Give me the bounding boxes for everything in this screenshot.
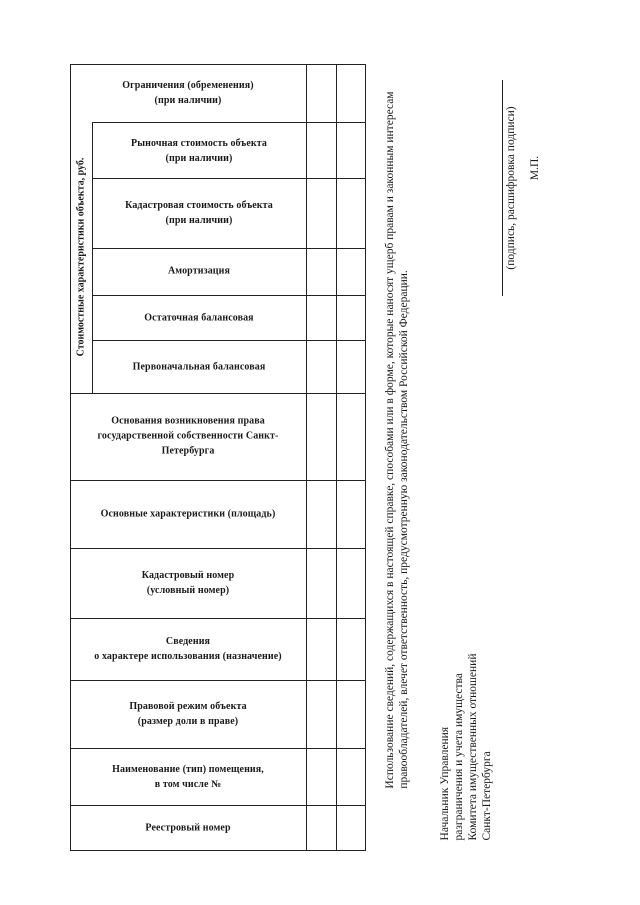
header-premises-name: Наименование (тип) помещения, в том числе №	[112, 764, 264, 790]
row-border	[70, 680, 365, 681]
header-ownership-grounds: Основания возникновения права государственной собственности Санкт- Петербурга	[97, 415, 279, 457]
signatory-line-1: Начальник Управления	[439, 726, 451, 841]
signatory-block	[438, 654, 494, 841]
table-border-right	[365, 64, 366, 851]
header-residual-balance: Остаточная балансовая	[144, 312, 254, 324]
header-usage-info: Сведения о характере использования (назначение)	[94, 636, 282, 662]
row-border	[70, 805, 365, 806]
header-cadastral-value: Кадастровая стоимость объекта (при наличии)	[125, 200, 273, 226]
signatory-line-3: Комитета имущественных отношений	[467, 653, 479, 841]
table-border-top	[70, 64, 365, 65]
row-border	[92, 340, 365, 341]
row-border	[70, 618, 365, 619]
usage-notice-line-2: правообладателей, влечет ответственность, предусмотренную законодательством Российской Федерации.	[398, 270, 410, 789]
stamp-label: М.П.	[529, 155, 541, 181]
header-restrictions: Ограничения (обременения) (при наличии)	[122, 80, 254, 106]
header-market-value: Рыночная стоимость объекта (при наличии)	[131, 138, 267, 164]
row-border	[70, 393, 365, 394]
signature-line	[502, 80, 503, 296]
usage-notice-line-1: Использование сведений, содержащихся в настоящей справке, способами или в форме, которые наносят ущерб правам и законным интересам	[384, 91, 396, 789]
row-border	[70, 480, 365, 481]
header-legal-regime: Правовой режим объекта (размер доли в праве)	[129, 701, 247, 727]
row-border	[92, 122, 365, 123]
signatory-line-2: разграничения и учета имущества	[453, 673, 465, 841]
usage-notice	[383, 91, 411, 788]
row-border	[92, 248, 365, 249]
signatory-line-4: Санкт-Петербурга	[481, 751, 493, 841]
row-border	[92, 295, 365, 296]
group-divider	[92, 122, 93, 393]
table-border-bottom	[70, 850, 365, 851]
column-divider	[306, 64, 307, 851]
header-amortization: Амортизация	[167, 265, 231, 277]
row-border	[70, 748, 365, 749]
row-border	[70, 548, 365, 549]
row-border	[92, 178, 365, 179]
header-registry-number: Реестровый номер	[145, 822, 231, 834]
header-initial-balance: Первоначальная балансовая	[132, 361, 266, 373]
table-border-left	[70, 64, 71, 851]
signature-caption: (подпись, расшифровка подписи)	[505, 106, 517, 270]
header-cadastral-number: Кадастровый номер (условный номер)	[141, 570, 235, 596]
header-main-characteristics: Основные характеристики (площадь)	[100, 508, 276, 520]
group-label-value-characteristics: Стоимостные характеристики объекта, руб.	[75, 157, 87, 357]
column-divider	[336, 64, 337, 851]
